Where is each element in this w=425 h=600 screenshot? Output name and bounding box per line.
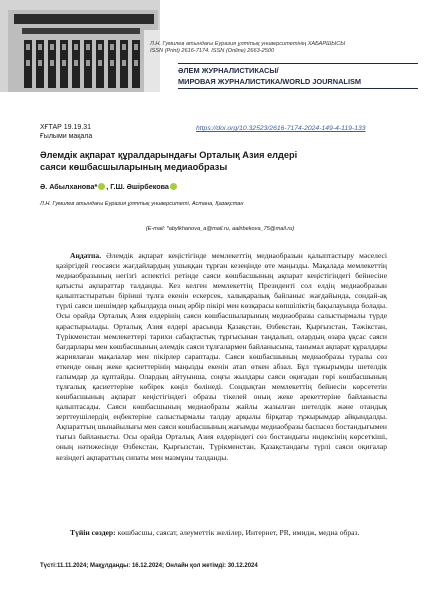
article-type: Ғылыми мақала [40, 132, 93, 140]
journal-publisher-line: Л.Н. Гумилев атындағы Еуразия ұлттық университетінің ХАБАРШЫСЫ [150, 41, 346, 47]
journal-issn-line: ISSN (Print) 2616-7174. ISSN (Online) 2663-2500 [150, 48, 275, 55]
keywords-label: Түйін сөздер: [70, 528, 116, 537]
orcid-icon[interactable] [170, 183, 177, 190]
received-date: 11.11.2024 [56, 563, 87, 569]
doi-link[interactable]: https://doi.org/10.32523/2616-7174-2024-149-4-119-133 [196, 125, 366, 132]
author-emails: (E-mail: *abylkhanova_a@mail.ru, aalirbekova_75@mail.ru) [145, 226, 295, 232]
title-divider [178, 63, 418, 64]
revised-date: 16.12.2024 [131, 563, 162, 569]
journal-title-ru-en: МИРОВАЯ ЖУРНАЛИСТИКА/WORLD JOURNALISM [178, 77, 362, 87]
university-building-logo [0, 0, 160, 92]
journal-title-kk: ӘЛЕМ ЖУРНАЛИСТИКАСЫ/ [178, 66, 279, 76]
keywords [56, 528, 387, 538]
affiliation: Л.Н. Гумилев атындағы Еуразия ұлттық университеті, Астана, Қазақстан [40, 201, 244, 207]
author-name: Ә. Абылханова* [40, 182, 98, 191]
received-label: Түсті: [40, 563, 57, 569]
article-title-line: Әлемдік ақпарат құралдарындағы Орталық Азия елдері [40, 150, 298, 160]
revised-label: Мақұлданды: [90, 563, 131, 569]
irstea-code: ХҒТАР 19.19.31 [40, 124, 92, 131]
online-date: 30.12.2024 [227, 563, 258, 569]
authors [40, 182, 178, 191]
orcid-icon[interactable] [98, 183, 105, 190]
article-title-line: саяси көшбасшыларының медиаобразы [40, 162, 228, 172]
journal-publisher-info [150, 41, 418, 55]
abstract [56, 251, 387, 463]
title-divider [178, 88, 418, 89]
journal-header [0, 0, 425, 92]
online-label: Онлайн қол жетімді: [165, 563, 227, 569]
article-meta [40, 124, 92, 141]
journal-title [178, 62, 418, 90]
abstract-label: Аңдатпа. [70, 251, 102, 260]
article-title [40, 149, 400, 173]
keywords-text: көшбасшы, саясат, әлеуметтік желілер, Интернет, PR, имидж, медиа образ. [117, 528, 360, 537]
abstract-text: Әлемдік ақпарат кеңістігінде мемлекеттің медиаобразын қалыптастыру мәселесі қазіргідей геосаяси жағдайлардың ушыққан тұрған кезеңінде өте маңызды. Мақалада мемлекеттің медиаобразының негізгі аспектісі ретінде саяси көшбасшының ақпарат кеңістігіндегі бейнесіне қатысты ақпараттар талданды. Кез келген мемлекеттің Президенті сол елдің медиаобразын қалыптастыратын бірінші тұлға екенін ескерсек, халықаралық байланыс жағдайында, сондай-ақ түрлі саяси шешімдер қабылдауда оның әрбір пікірі мен көзқарасы көпшіліктің бақылауында болады. Осы орайда Орталық Азия елдерінің саяси көшбасшыларының медиаобразы салыстырмалы түрде қарастырылады. Орталық Азия елдері арасында Қазақстан, Өзбекстан, Қырғызстан, Тәжікстан, Түрікменстан мемлекеттері тарихи сабақтастық тұрғысынан таңдалып, олардың өзара ұқсас саяси бағдарлары мен көшбасшының әлемдік саяси тұлғалармен байланысына, танымал ақпарат құралдары жариялаған мақалалар мен пікірлер сараптады. Саяси көшбасшының медиаобразы туралы сөз еткенде оның жеке қасиеттерінің маңызды екенін атап өткен абзал. Бұл тұжырымды шетелдік ғалымдар да құптайды. Олардың айтуынша, соңғы жылдары саяси оқиғадан гөрі көшбасшының тұлғалық қасиеттеріне көбірек көңіл бөлінеді. Сондықтан мемлекеттің бейнесін көрсететін көшбасшының ақпарат кеңістігіндегі образы тікелей оның жеке әрекеттеріне байланысты қалыптасады. Саяси көшбасшының медиаобразы жайлы жазылған шетелдік және отандық зерттеушілердің еңбектеріне салыстырмалы талдау арқылы бірқатар тұжырымдар айқындалды. Ақпараттың шынайылығы мен саяси көшбасшының жағымды медиаобразы баспасөз бостандығымен тығыз байланысты. Осы орайда Орталық Азия елдеріндегі сөз бостандығы индексінің көрсеткіші, оның нәтижесінде Өзбекстан, Қырғызстан, Түрікменстан, Қазақстандағы түрлі саяси оқиғалар кезіндегі ақпараттың сипаты мен мазмұны талданды. [56, 251, 387, 462]
author-name: , Г.Ш. Әшірбекова [106, 182, 169, 191]
article-dates: Түсті:11.11.2024; Мақұлданды: 16.12.2024; Онлайн қол жетімді: 30.12.2024 [40, 563, 258, 569]
